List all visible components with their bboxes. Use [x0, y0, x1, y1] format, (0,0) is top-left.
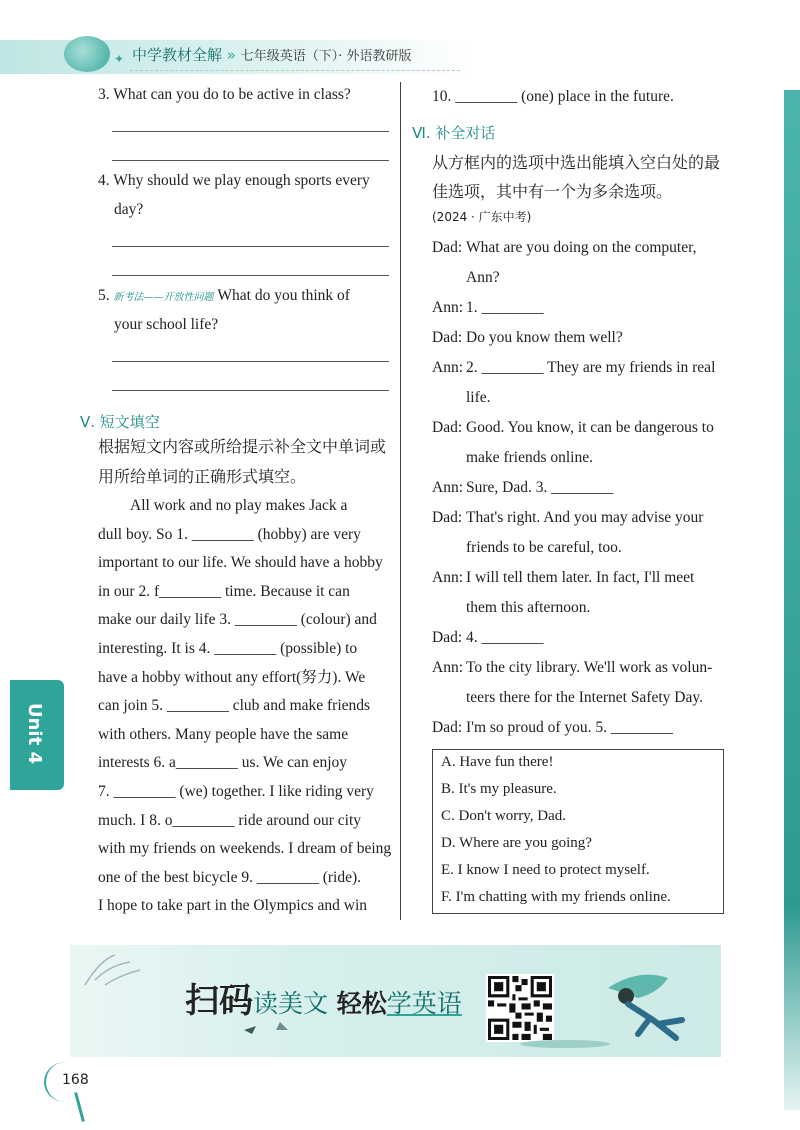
option-d[interactable]: D. Where are you going?: [441, 835, 592, 851]
header-arrow: »: [226, 46, 236, 64]
answer-line[interactable]: [112, 160, 389, 161]
option-c[interactable]: C. Don't worry, Dad.: [441, 808, 567, 824]
options-box: [432, 749, 724, 914]
star-icon: ✦: [114, 52, 125, 66]
question-4-line1: 4. Why should we play enough sports every: [98, 172, 370, 189]
banner-slogan: 扫码读美文 轻松学英语: [185, 981, 462, 1021]
option-a[interactable]: A. Have fun there!: [441, 754, 554, 770]
passage-line: one of the best bicycle 9. ________ (ride).: [98, 868, 361, 886]
passage: [98, 492, 390, 921]
passage-line: important to our life. We should have a hobby: [98, 554, 383, 572]
passage-line: I hope to take part in the Olympics and win: [98, 897, 368, 915]
question-4-line2: day?: [114, 201, 144, 218]
dialogue-turn: Dad: That's right. And you may advise your: [432, 509, 704, 526]
passage-line: dull boy. So 1. ________ (hobby) are very: [98, 525, 361, 543]
question-5-line2: your school life?: [114, 316, 219, 333]
dialogue-turn-cont: friends to be careful, too.: [466, 539, 622, 556]
dialogue-turn-cont: teers there for the Internet Safety Day.: [466, 689, 703, 706]
unit-label: Unit 4: [24, 703, 45, 764]
option-f[interactable]: F. I'm chatting with my friends online.: [441, 889, 671, 905]
answer-line[interactable]: [112, 275, 389, 276]
passage-line: can join 5. ________ club and make friends: [98, 697, 371, 715]
answer-line[interactable]: [112, 361, 389, 362]
dialogue-turn: Dad: I'm so proud of you. 5. ________: [432, 719, 673, 736]
passage-line: make our daily life 3. ________ (colour) and: [98, 611, 377, 629]
question-3: 3. What can you do to be active in class?: [98, 86, 351, 103]
dialogue-turn: Ann: To the city library. We'll work as volun-: [432, 659, 713, 676]
dialogue-turn-cont: make friends online.: [466, 449, 593, 466]
dialogue-turn-cont: life.: [466, 389, 491, 406]
section-6-title: Ⅵ. 补全对话: [412, 124, 496, 142]
dialogue-turn-cont: Ann?: [466, 269, 500, 286]
passage-line: All work and no play makes Jack a: [130, 497, 348, 514]
book-logo-icon: [64, 36, 110, 72]
dialogue-turn: Ann: 1. ________: [432, 299, 544, 316]
passage-line: in our 2. f________ time. Because it can: [98, 582, 350, 600]
right-edge-tab: [784, 90, 800, 1110]
passage-line: much. I 8. o________ ride around our city: [98, 811, 362, 829]
answer-line[interactable]: [112, 390, 389, 391]
header-divider: [130, 70, 460, 71]
answer-line[interactable]: [112, 131, 389, 132]
dialogue: [432, 233, 727, 743]
dialogue-turn: Dad: What are you doing on the computer,: [432, 239, 697, 256]
passage-line: have a hobby without any effort(努力). We: [98, 668, 366, 686]
section-5-instruction-1: 根据短文内容或所给提示补全文中单词或: [98, 437, 387, 456]
passage-line: with my friends on weekends. I dream of being: [98, 840, 392, 858]
dialogue-turn: Dad: Do you know them well?: [432, 329, 623, 346]
qr-code-icon[interactable]: [486, 974, 554, 1042]
book-subtitle: 七年级英语（下）· 外语教研版: [240, 49, 412, 64]
option-e[interactable]: E. I know I need to protect myself.: [441, 862, 650, 878]
dialogue-turn: Ann: 2. ________ They are my friends in real: [432, 359, 716, 376]
dialogue-turn: Dad: 4. ________: [432, 629, 544, 646]
page-number: 168: [62, 1072, 89, 1088]
column-divider: [400, 82, 401, 920]
dialogue-turn: Ann: Sure, Dad. 3. ________: [432, 479, 614, 496]
dialogue-turn: Dad: Good. You know, it can be dangerous to: [432, 419, 714, 436]
ground-decoration: [520, 1040, 610, 1048]
dialogue-turn-cont: them this afternoon.: [466, 599, 591, 616]
exam-source: (2024 · 广东中考): [432, 210, 532, 224]
section-5-title: Ⅴ. 短文填空: [80, 413, 160, 431]
new-exam-tag: 新考法——开放性问题: [113, 292, 214, 303]
section-6-instruction-1: 从方框内的选项中选出能填入空白处的最: [432, 153, 721, 172]
question-5-line1: 5. 新考法——开放性问题 What do you think of: [98, 287, 350, 304]
header-title: [132, 44, 412, 65]
brand-name: 中学教材全解: [132, 46, 223, 64]
option-b[interactable]: B. It's my pleasure.: [441, 781, 557, 797]
blank-10-line: 10. ________ (one) place in the future.: [432, 88, 674, 105]
passage-line: interests 6. a________ us. We can enjoy: [98, 754, 347, 772]
dialogue-turn: Ann: I will tell them later. In fact, I'll meet: [432, 569, 695, 586]
passage-line: 7. ________ (we) together. I like riding very: [98, 782, 374, 800]
answer-line[interactable]: [112, 246, 389, 247]
flying-boy-illustration-icon: [598, 968, 698, 1053]
plant-decoration-icon: [80, 950, 150, 990]
passage-line: interesting. It is 4. ________ (possible) to: [98, 639, 358, 657]
passage-line: with others. Many people have the same: [98, 725, 349, 743]
section-6-instruction-2: 佳选项，其中有一个为多余选项。: [432, 182, 673, 201]
section-5-instruction-2: 用所给单词的正确形式填空。: [98, 467, 307, 486]
